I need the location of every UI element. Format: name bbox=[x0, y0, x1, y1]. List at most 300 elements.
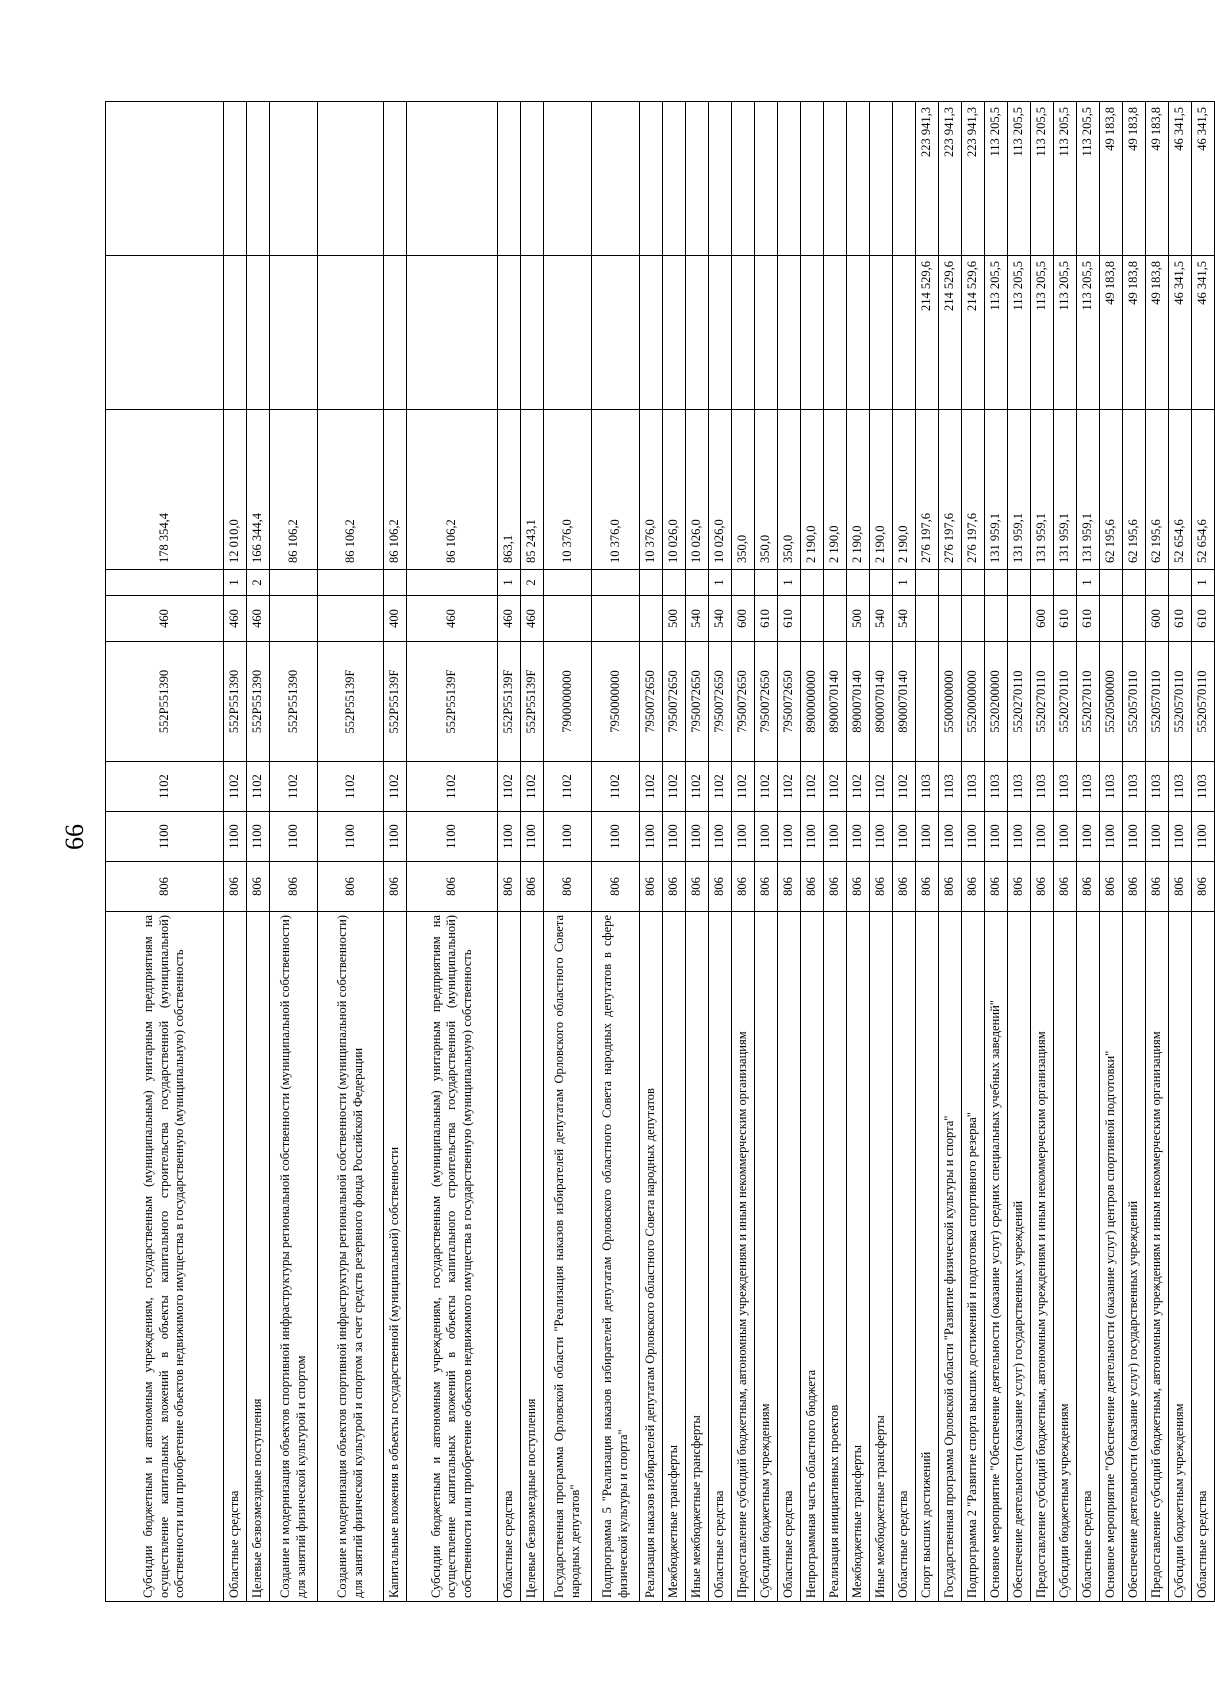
cell-sum-year1: 131 959,1 bbox=[1008, 410, 1031, 570]
cell-sum-year2 bbox=[384, 256, 407, 410]
cell-target-article: 552P55139F bbox=[521, 642, 544, 762]
cell-grbs: 806 bbox=[686, 862, 709, 912]
cell-expense-type: 460 bbox=[106, 596, 224, 642]
cell-name: Иные межбюджетные трансферты bbox=[870, 912, 893, 1602]
cell-name: Непрограммная часть областного бюджета bbox=[801, 912, 824, 1602]
cell-grbs: 806 bbox=[962, 862, 985, 912]
cell-sum-year3: 223 941,3 bbox=[916, 102, 939, 256]
cell-name: Субсидии бюджетным учреждениям bbox=[1169, 912, 1192, 1602]
cell-sum-year2 bbox=[407, 256, 498, 410]
cell-sum-year3: 113 205,5 bbox=[1008, 102, 1031, 256]
cell-sum-year2 bbox=[732, 256, 755, 410]
cell-grbs: 806 bbox=[1146, 862, 1169, 912]
cell-sum-year3 bbox=[224, 102, 247, 256]
cell-expense-type bbox=[824, 596, 847, 642]
cell-expense-type: 610 bbox=[1054, 596, 1077, 642]
cell-target-article: 7950072650 bbox=[732, 642, 755, 762]
cell-sum-year2 bbox=[778, 256, 801, 410]
cell-section: 1100 bbox=[270, 812, 318, 862]
cell-grbs: 806 bbox=[247, 862, 270, 912]
cell-target-article: 5520270110 bbox=[1077, 642, 1100, 762]
cell-sum-year3 bbox=[640, 102, 663, 256]
cell-name: Предоставление субсидий бюджетным, автономным учреждениям и иным некоммерческим организациям bbox=[1031, 912, 1054, 1602]
cell-sum-year2 bbox=[640, 256, 663, 410]
table-row bbox=[870, 102, 893, 1602]
cell-subsection: 1102 bbox=[498, 762, 521, 812]
cell-sum-year2: 214 529,6 bbox=[939, 256, 962, 410]
cell-source bbox=[755, 570, 778, 596]
cell-sum-year2: 113 205,5 bbox=[1008, 256, 1031, 410]
table-row bbox=[663, 102, 686, 1602]
cell-expense-type: 460 bbox=[247, 596, 270, 642]
cell-source bbox=[962, 570, 985, 596]
cell-grbs: 806 bbox=[1123, 862, 1146, 912]
cell-sum-year2: 214 529,6 bbox=[962, 256, 985, 410]
cell-source: 2 bbox=[521, 570, 544, 596]
cell-sum-year1: 350,0 bbox=[755, 410, 778, 570]
cell-target-article bbox=[916, 642, 939, 762]
cell-sum-year3 bbox=[824, 102, 847, 256]
cell-expense-type bbox=[1100, 596, 1123, 642]
cell-subsection: 1102 bbox=[824, 762, 847, 812]
cell-sum-year3 bbox=[106, 102, 224, 256]
cell-expense-type bbox=[544, 596, 592, 642]
budget-table bbox=[105, 101, 1215, 1602]
cell-subsection: 1102 bbox=[592, 762, 640, 812]
cell-grbs: 806 bbox=[270, 862, 318, 912]
cell-sum-year3 bbox=[778, 102, 801, 256]
cell-name: Предоставление субсидий бюджетным, автономным учреждениям и иным некоммерческим организациям bbox=[732, 912, 755, 1602]
cell-target-article: 552P551390 bbox=[106, 642, 224, 762]
cell-name: Реализация наказов избирателей депутатам Орловского областного Совета народных депутатов bbox=[640, 912, 663, 1602]
table-row bbox=[1008, 102, 1031, 1602]
cell-target-article: 5520270110 bbox=[1031, 642, 1054, 762]
cell-section: 1100 bbox=[1100, 812, 1123, 862]
cell-section: 1100 bbox=[709, 812, 732, 862]
cell-target-article: 5520270110 bbox=[1008, 642, 1031, 762]
cell-source: 1 bbox=[778, 570, 801, 596]
cell-name: Межбюджетные трансферты bbox=[847, 912, 870, 1602]
cell-source bbox=[384, 570, 407, 596]
cell-name: Подпрограмма 5 "Реализация наказов избирателей депутатам Орловского областного Совета народных депутатов в сфере физической культуры и спорта" bbox=[592, 912, 640, 1602]
cell-source bbox=[1123, 570, 1146, 596]
cell-sum-year2: 113 205,5 bbox=[985, 256, 1008, 410]
cell-name: Субсидии бюджетным учреждениям bbox=[1054, 912, 1077, 1602]
cell-expense-type: 540 bbox=[709, 596, 732, 642]
cell-name: Обеспечение деятельности (оказание услуг) государственных учреждений bbox=[1008, 912, 1031, 1602]
cell-grbs: 806 bbox=[709, 862, 732, 912]
cell-sum-year3 bbox=[318, 102, 384, 256]
cell-expense-type: 540 bbox=[870, 596, 893, 642]
cell-grbs: 806 bbox=[592, 862, 640, 912]
rotated-table-container bbox=[105, 102, 1210, 1602]
cell-section: 1100 bbox=[732, 812, 755, 862]
cell-sum-year3: 113 205,5 bbox=[1054, 102, 1077, 256]
table-row bbox=[686, 102, 709, 1602]
cell-sum-year3: 113 205,5 bbox=[1031, 102, 1054, 256]
cell-subsection: 1102 bbox=[755, 762, 778, 812]
cell-sum-year1: 86 106,2 bbox=[384, 410, 407, 570]
cell-sum-year1: 86 106,2 bbox=[318, 410, 384, 570]
table-row bbox=[1077, 102, 1100, 1602]
cell-sum-year2: 46 341,5 bbox=[1192, 256, 1215, 410]
cell-grbs: 806 bbox=[407, 862, 498, 912]
cell-sum-year3 bbox=[847, 102, 870, 256]
cell-source bbox=[916, 570, 939, 596]
cell-target-article: 5520200000 bbox=[985, 642, 1008, 762]
cell-sum-year3 bbox=[498, 102, 521, 256]
table-row bbox=[106, 102, 224, 1602]
table-row bbox=[939, 102, 962, 1602]
cell-section: 1100 bbox=[1077, 812, 1100, 862]
cell-target-article: 5520570110 bbox=[1169, 642, 1192, 762]
cell-grbs: 806 bbox=[1031, 862, 1054, 912]
cell-target-article: 7950072650 bbox=[663, 642, 686, 762]
cell-grbs: 806 bbox=[1192, 862, 1215, 912]
cell-subsection: 1103 bbox=[1169, 762, 1192, 812]
cell-target-article: 552P551390 bbox=[247, 642, 270, 762]
cell-sum-year2 bbox=[247, 256, 270, 410]
cell-sum-year2 bbox=[521, 256, 544, 410]
table-row bbox=[270, 102, 318, 1602]
table-row bbox=[1146, 102, 1169, 1602]
cell-sum-year3: 223 941,3 bbox=[939, 102, 962, 256]
cell-section: 1100 bbox=[247, 812, 270, 862]
cell-sum-year1: 131 959,1 bbox=[1054, 410, 1077, 570]
cell-source bbox=[640, 570, 663, 596]
cell-subsection: 1102 bbox=[247, 762, 270, 812]
cell-section: 1100 bbox=[224, 812, 247, 862]
cell-section: 1100 bbox=[686, 812, 709, 862]
cell-name: Областные средства bbox=[709, 912, 732, 1602]
cell-section: 1100 bbox=[1008, 812, 1031, 862]
cell-subsection: 1102 bbox=[270, 762, 318, 812]
cell-sum-year3 bbox=[247, 102, 270, 256]
cell-target-article: 552P55139F bbox=[407, 642, 498, 762]
cell-source: 1 bbox=[498, 570, 521, 596]
cell-section: 1100 bbox=[1192, 812, 1215, 862]
cell-sum-year2 bbox=[270, 256, 318, 410]
cell-section: 1100 bbox=[778, 812, 801, 862]
cell-source: 1 bbox=[1077, 570, 1100, 596]
cell-sum-year3: 113 205,5 bbox=[1077, 102, 1100, 256]
cell-name: Субсидии бюджетным и автономным учреждениям, государственным (муниципальным) унитарным предприятиям на осуществление капитальных вложений в объекты капитального строительства государственной (муниципальной) собственности или приобретение объектов недвижимого имущества в государственную (муниципальную) собственность bbox=[106, 912, 224, 1602]
cell-subsection: 1102 bbox=[732, 762, 755, 812]
cell-source bbox=[318, 570, 384, 596]
cell-grbs: 806 bbox=[985, 862, 1008, 912]
cell-source: 1 bbox=[1192, 570, 1215, 596]
cell-target-article: 552P551390 bbox=[270, 642, 318, 762]
cell-name: Государственная программа Орловской области "Реализация наказов избирателей депутатам Орловского областного Совета народных депутатов" bbox=[544, 912, 592, 1602]
cell-subsection: 1103 bbox=[962, 762, 985, 812]
cell-name: Обеспечение деятельности (оказание услуг) государственных учреждений bbox=[1123, 912, 1146, 1602]
cell-source bbox=[106, 570, 224, 596]
cell-sum-year3 bbox=[893, 102, 916, 256]
cell-target-article: 5520570110 bbox=[1146, 642, 1169, 762]
cell-section: 1100 bbox=[1123, 812, 1146, 862]
cell-expense-type: 500 bbox=[663, 596, 686, 642]
cell-source bbox=[686, 570, 709, 596]
cell-target-article: 552P55139F bbox=[384, 642, 407, 762]
cell-expense-type: 460 bbox=[498, 596, 521, 642]
cell-subsection: 1103 bbox=[1146, 762, 1169, 812]
cell-target-article: 7950000000 bbox=[592, 642, 640, 762]
cell-name: Областные средства bbox=[778, 912, 801, 1602]
cell-target-article: 552P55139F bbox=[318, 642, 384, 762]
cell-sum-year1: 2 190,0 bbox=[847, 410, 870, 570]
cell-sum-year2 bbox=[847, 256, 870, 410]
cell-subsection: 1102 bbox=[686, 762, 709, 812]
cell-sum-year1: 10 376,0 bbox=[592, 410, 640, 570]
cell-name: Иные межбюджетные трансферты bbox=[686, 912, 709, 1602]
cell-subsection: 1103 bbox=[985, 762, 1008, 812]
table-row bbox=[1054, 102, 1077, 1602]
cell-source: 2 bbox=[247, 570, 270, 596]
cell-subsection: 1102 bbox=[384, 762, 407, 812]
cell-grbs: 806 bbox=[1169, 862, 1192, 912]
cell-subsection: 1103 bbox=[1054, 762, 1077, 812]
cell-subsection: 1103 bbox=[1123, 762, 1146, 812]
cell-grbs: 806 bbox=[778, 862, 801, 912]
cell-expense-type: 610 bbox=[1169, 596, 1192, 642]
cell-section: 1100 bbox=[106, 812, 224, 862]
cell-expense-type bbox=[939, 596, 962, 642]
table-row bbox=[640, 102, 663, 1602]
table-row bbox=[1169, 102, 1192, 1602]
cell-name: Областные средства bbox=[1192, 912, 1215, 1602]
cell-sum-year3 bbox=[870, 102, 893, 256]
cell-sum-year2 bbox=[709, 256, 732, 410]
cell-sum-year2 bbox=[893, 256, 916, 410]
cell-target-article: 5520270110 bbox=[1054, 642, 1077, 762]
cell-subsection: 1102 bbox=[407, 762, 498, 812]
cell-sum-year2 bbox=[592, 256, 640, 410]
cell-sum-year2 bbox=[498, 256, 521, 410]
cell-target-article: 7950072650 bbox=[778, 642, 801, 762]
cell-name: Целевые безвозмездные поступления bbox=[247, 912, 270, 1602]
cell-expense-type: 610 bbox=[755, 596, 778, 642]
cell-source bbox=[801, 570, 824, 596]
table-row bbox=[1031, 102, 1054, 1602]
cell-grbs: 806 bbox=[1008, 862, 1031, 912]
table-row bbox=[732, 102, 755, 1602]
cell-sum-year1: 62 195,6 bbox=[1123, 410, 1146, 570]
cell-source bbox=[544, 570, 592, 596]
cell-section: 1100 bbox=[318, 812, 384, 862]
cell-source bbox=[1100, 570, 1123, 596]
cell-sum-year1: 131 959,1 bbox=[1031, 410, 1054, 570]
cell-expense-type bbox=[1123, 596, 1146, 642]
cell-expense-type bbox=[592, 596, 640, 642]
cell-subsection: 1102 bbox=[106, 762, 224, 812]
cell-name: Областные средства bbox=[1077, 912, 1100, 1602]
cell-sum-year3: 223 941,3 bbox=[962, 102, 985, 256]
cell-grbs: 806 bbox=[521, 862, 544, 912]
cell-expense-type: 460 bbox=[521, 596, 544, 642]
cell-target-article: 5520500000 bbox=[1100, 642, 1123, 762]
cell-sum-year3: 49 183,8 bbox=[1146, 102, 1169, 256]
cell-expense-type bbox=[985, 596, 1008, 642]
cell-subsection: 1102 bbox=[224, 762, 247, 812]
cell-target-article: 5520570110 bbox=[1123, 642, 1146, 762]
cell-name: Подпрограмма 2 "Развитие спорта высших достижений и подготовка спортивного резерва" bbox=[962, 912, 985, 1602]
cell-sum-year2: 214 529,6 bbox=[916, 256, 939, 410]
cell-sum-year1: 2 190,0 bbox=[801, 410, 824, 570]
table-row bbox=[544, 102, 592, 1602]
cell-sum-year1: 10 376,0 bbox=[544, 410, 592, 570]
cell-subsection: 1102 bbox=[318, 762, 384, 812]
cell-sum-year3 bbox=[686, 102, 709, 256]
cell-section: 1100 bbox=[985, 812, 1008, 862]
table-row bbox=[985, 102, 1008, 1602]
cell-expense-type bbox=[801, 596, 824, 642]
cell-section: 1100 bbox=[663, 812, 686, 862]
cell-sum-year1: 131 959,1 bbox=[985, 410, 1008, 570]
cell-name: Субсидии бюджетным и автономным учреждениям, государственным (муниципальным) унитарным предприятиям на осуществление капитальных вложений в объекты капитального строительства государственной (муниципальной) собственности или приобретение объектов недвижимого имущества в государственную (муниципальную) собственность bbox=[407, 912, 498, 1602]
cell-expense-type: 610 bbox=[1192, 596, 1215, 642]
cell-sum-year3 bbox=[407, 102, 498, 256]
cell-grbs: 806 bbox=[498, 862, 521, 912]
cell-expense-type: 400 bbox=[384, 596, 407, 642]
cell-name: Капитальные вложения в объекты государственной (муниципальной) собственности bbox=[384, 912, 407, 1602]
cell-grbs: 806 bbox=[544, 862, 592, 912]
cell-target-article: 8900070140 bbox=[870, 642, 893, 762]
cell-expense-type: 600 bbox=[732, 596, 755, 642]
cell-sum-year3 bbox=[732, 102, 755, 256]
table-row bbox=[778, 102, 801, 1602]
cell-source bbox=[985, 570, 1008, 596]
table-row bbox=[801, 102, 824, 1602]
cell-sum-year1: 10 026,0 bbox=[709, 410, 732, 570]
cell-sum-year2 bbox=[224, 256, 247, 410]
cell-sum-year3 bbox=[270, 102, 318, 256]
cell-sum-year1: 85 243,1 bbox=[521, 410, 544, 570]
cell-subsection: 1102 bbox=[893, 762, 916, 812]
cell-target-article: 8900070140 bbox=[847, 642, 870, 762]
cell-sum-year1: 863,1 bbox=[498, 410, 521, 570]
cell-expense-type: 460 bbox=[407, 596, 498, 642]
cell-expense-type: 610 bbox=[778, 596, 801, 642]
cell-section: 1100 bbox=[521, 812, 544, 862]
cell-sum-year1: 2 190,0 bbox=[824, 410, 847, 570]
table-body bbox=[106, 102, 1215, 1602]
cell-name: Основное мероприятие "Обеспечение деятельности (оказание услуг) центров спортивной подготовки" bbox=[1100, 912, 1123, 1602]
cell-subsection: 1102 bbox=[709, 762, 732, 812]
table-row bbox=[407, 102, 498, 1602]
cell-sum-year1: 12 010,0 bbox=[224, 410, 247, 570]
cell-section: 1100 bbox=[939, 812, 962, 862]
cell-name: Субсидии бюджетным учреждениям bbox=[755, 912, 778, 1602]
cell-target-article: 7950072650 bbox=[686, 642, 709, 762]
cell-target-article: 7900000000 bbox=[544, 642, 592, 762]
cell-name: Областные средства bbox=[224, 912, 247, 1602]
cell-target-article: 8900070140 bbox=[824, 642, 847, 762]
cell-source bbox=[1054, 570, 1077, 596]
cell-name: Целевые безвозмездные поступления bbox=[521, 912, 544, 1602]
cell-section: 1100 bbox=[498, 812, 521, 862]
cell-target-article: 7950072650 bbox=[640, 642, 663, 762]
cell-expense-type: 600 bbox=[1031, 596, 1054, 642]
cell-grbs: 806 bbox=[384, 862, 407, 912]
cell-sum-year2 bbox=[824, 256, 847, 410]
cell-sum-year3: 46 341,5 bbox=[1192, 102, 1215, 256]
cell-sum-year3 bbox=[384, 102, 407, 256]
cell-source bbox=[663, 570, 686, 596]
cell-expense-type bbox=[640, 596, 663, 642]
cell-source bbox=[1031, 570, 1054, 596]
cell-sum-year1: 2 190,0 bbox=[870, 410, 893, 570]
table-row bbox=[247, 102, 270, 1602]
table-row bbox=[1100, 102, 1123, 1602]
cell-source bbox=[870, 570, 893, 596]
cell-sum-year3: 113 205,5 bbox=[985, 102, 1008, 256]
cell-expense-type bbox=[962, 596, 985, 642]
cell-source bbox=[824, 570, 847, 596]
cell-name: Основное мероприятие "Обеспечение деятельности (оказание услуг) средних специальных учебных заведений" bbox=[985, 912, 1008, 1602]
cell-sum-year2: 49 183,8 bbox=[1100, 256, 1123, 410]
cell-target-article: 7950072650 bbox=[755, 642, 778, 762]
cell-sum-year2: 49 183,8 bbox=[1146, 256, 1169, 410]
cell-section: 1100 bbox=[640, 812, 663, 862]
cell-subsection: 1103 bbox=[939, 762, 962, 812]
cell-sum-year1: 10 376,0 bbox=[640, 410, 663, 570]
cell-sum-year3 bbox=[592, 102, 640, 256]
cell-grbs: 806 bbox=[939, 862, 962, 912]
table-row bbox=[962, 102, 985, 1602]
cell-section: 1100 bbox=[592, 812, 640, 862]
cell-section: 1100 bbox=[755, 812, 778, 862]
cell-expense-type: 610 bbox=[1077, 596, 1100, 642]
cell-expense-type: 540 bbox=[893, 596, 916, 642]
cell-section: 1100 bbox=[801, 812, 824, 862]
cell-subsection: 1102 bbox=[640, 762, 663, 812]
cell-subsection: 1102 bbox=[544, 762, 592, 812]
cell-sum-year1: 178 354,4 bbox=[106, 410, 224, 570]
cell-source: 1 bbox=[709, 570, 732, 596]
cell-target-article: 8900000000 bbox=[801, 642, 824, 762]
cell-expense-type: 460 bbox=[224, 596, 247, 642]
cell-sum-year1: 166 344,4 bbox=[247, 410, 270, 570]
cell-sum-year3: 49 183,8 bbox=[1123, 102, 1146, 256]
cell-section: 1100 bbox=[1169, 812, 1192, 862]
cell-sum-year1: 276 197,6 bbox=[962, 410, 985, 570]
table-row bbox=[755, 102, 778, 1602]
cell-source bbox=[732, 570, 755, 596]
cell-section: 1100 bbox=[916, 812, 939, 862]
cell-target-article: 552P55139F bbox=[498, 642, 521, 762]
cell-expense-type: 540 bbox=[686, 596, 709, 642]
cell-name: Областные средства bbox=[498, 912, 521, 1602]
cell-sum-year2 bbox=[663, 256, 686, 410]
cell-section: 1100 bbox=[824, 812, 847, 862]
cell-target-article: 5500000000 bbox=[939, 642, 962, 762]
cell-subsection: 1103 bbox=[1008, 762, 1031, 812]
cell-section: 1100 bbox=[544, 812, 592, 862]
table-row bbox=[709, 102, 732, 1602]
cell-sum-year2 bbox=[318, 256, 384, 410]
cell-sum-year3 bbox=[801, 102, 824, 256]
cell-name: Создание и модернизация объектов спортивной инфраструктуры региональной собственности (муниципальной собственности) для занятий физической культурой и спортом bbox=[270, 912, 318, 1602]
table-row bbox=[916, 102, 939, 1602]
cell-sum-year2: 113 205,5 bbox=[1054, 256, 1077, 410]
cell-sum-year1: 276 197,6 bbox=[939, 410, 962, 570]
cell-expense-type bbox=[318, 596, 384, 642]
cell-subsection: 1103 bbox=[916, 762, 939, 812]
cell-name: Областные средства bbox=[893, 912, 916, 1602]
cell-source: 1 bbox=[224, 570, 247, 596]
cell-sum-year2: 46 341,5 bbox=[1169, 256, 1192, 410]
table-row bbox=[224, 102, 247, 1602]
